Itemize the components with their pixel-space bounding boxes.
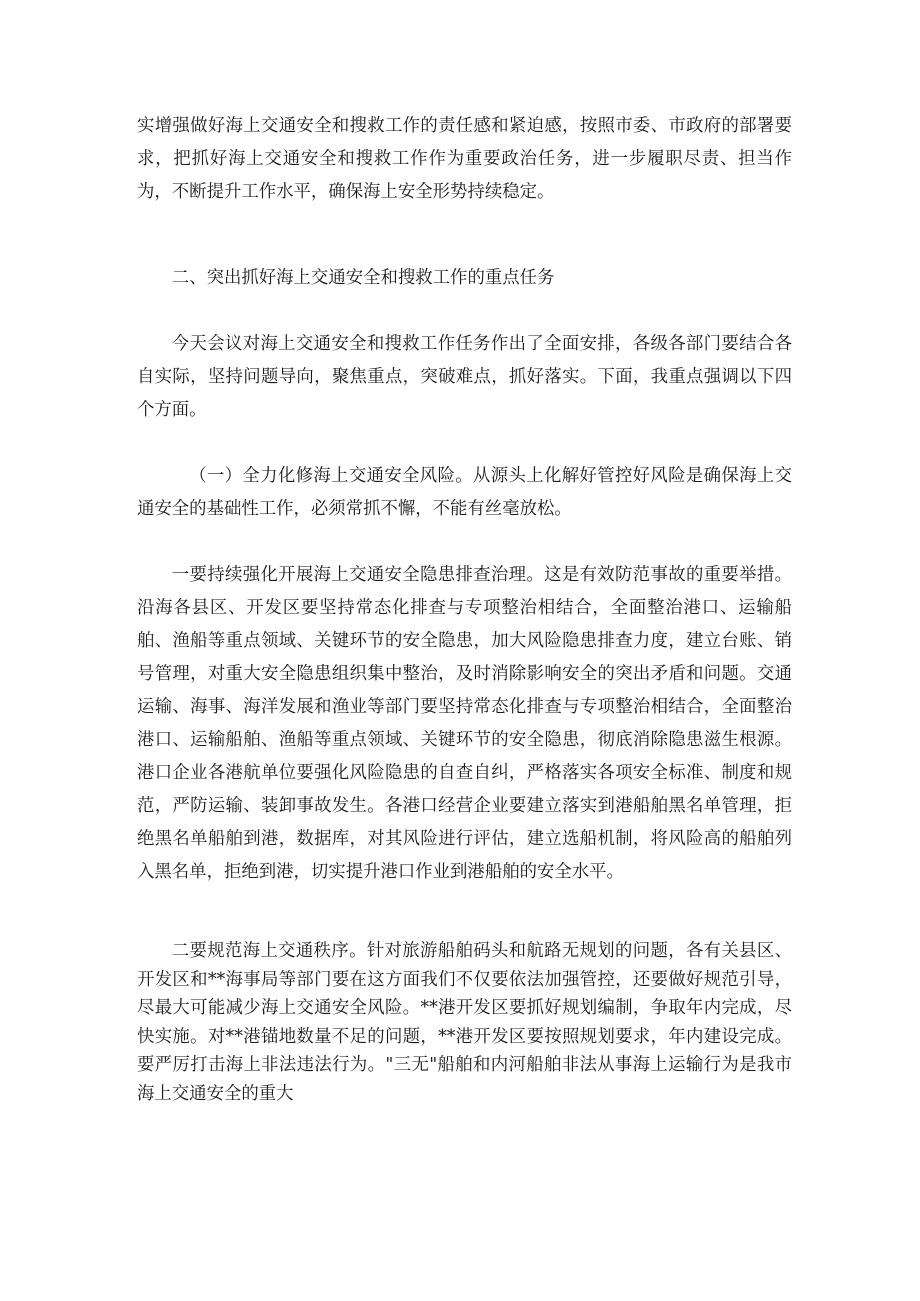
paragraph-traffic-order: 二要规范海上交通秩序。针对旅游船舶码头和航路无规划的问题，各有关县区、开发区和**海事局等部门要在这方面我们不仅要依法加强管控，还要做好规范引导，尽最大可能减少海上交通安全风险。**港开发区要抓好规划编制，争取年内完成，尽快实施。对**港锚地数量不足的问题，**港开发区要按照规划要求，年内建设完成。要严厉打击海上非法违法行为。"三无"船舶和内河船舶非法从事海上运输行为是我市海上交通安全的重大 bbox=[137, 941, 792, 1104]
document-page bbox=[137, 110, 792, 1108]
paragraph-continuation: 实增强做好海上交通安全和搜救工作的责任感和紧迫感，按照市委、市政府的部署要求，把抓好海上交通安全和搜救工作作为重要政治任务，进一步履职尽责、担当作为，不断提升工作水平，确保海上安全形势持续稳定。 bbox=[137, 116, 792, 202]
subsection-paragraph: （一）全力化修海上交通安全风险。从源头上化解好管控好风险是确保海上交通安全的基础性工作，必须常抓不懈，不能有丝毫放松。 bbox=[137, 466, 792, 519]
section-heading: 二、突出抓好海上交通安全和搜救工作的重点任务 bbox=[171, 268, 555, 288]
paragraph-intro: 今天会议对海上交通安全和搜救工作任务作出了全面安排，各级各部门要结合各自实际，坚持问题导向，聚焦重点，突破难点，抓好落实。下面，我重点强调以下四个方面。 bbox=[137, 334, 792, 420]
paragraph-hazard-inspection: 一要持续强化开展海上交通安全隐患排查治理。这是有效防范事故的重要举措。沿海各县区、开发区要坚持常态化排查与专项整治相结合，全面整治港口、运输船舶、渔船等重点领域、关键环节的安全隐患，加大风险隐患排查力度，建立台账、销号管理，对重大安全隐患组织集中整治，及时消除影响安全的突出矛盾和问题。交通运输、海事、海洋发展和渔业等部门要坚持常态化排查与专项整治相结合，全面整治港口、运输船舶、渔船等重点领域、关键环节的安全隐患，彻底消除隐患滋生根源。港口企业各港航单位要强化风险隐患的自查自纠，严格落实各项安全标准、制度和规范，严防运输、装卸事故发生。各港口经营企业要建立落实到港船舶黑名单管理，拒绝黑名单船舶到港，数据库，对其风险进行评估，建立选船机制，将风险高的船舶列入黑名单，拒绝到港，切实提升港口作业到港船舶的安全水平。 bbox=[137, 565, 792, 882]
